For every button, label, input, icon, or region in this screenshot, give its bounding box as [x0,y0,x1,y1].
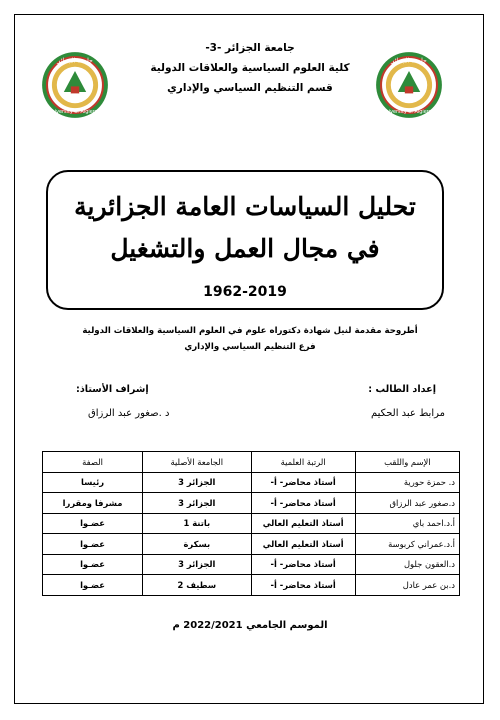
member-rank: أستاذ التعليم العالي [251,534,355,555]
university-seal-right-icon [374,50,444,120]
student-name: مرابط عبد الحكيم [371,408,445,419]
table-row [43,575,460,596]
description-line1: أطروحة مقدمة لنيل شهادة دكتوراه علوم في العلوم السياسية والعلاقات الدولية [82,326,418,336]
table-row [43,493,460,514]
academic-season: الموسم الجامعي 2022/2021 م [172,620,328,631]
member-university: بسكرة [143,534,251,555]
member-role: مشرفا ومقررا [43,493,143,514]
member-rank: أستاذ التعليم العالي [251,513,355,534]
member-name: د.العقون جلول [355,554,459,575]
svg-text:جامعة الجزائر: جامعة الجزائر [57,57,93,65]
member-name: أ.د.عمراني كربوسة [355,534,459,555]
description-line2: فرع التنظيم السياسي والإداري [184,342,316,352]
supervisor-name: د .صغور عبد الرزاق [88,408,170,419]
member-role: عضـوا [43,575,143,596]
member-role: عضـوا [43,534,143,555]
member-university: الجزائر 3 [143,493,251,514]
thesis-title-line1: تحليل السياسات العامة الجزائرية [74,192,416,221]
svg-text:University of Algiers 3: University of Algiers 3 [48,109,102,115]
thesis-title-line2: في مجال العمل والتشغيل [110,234,380,263]
faculty-name: كلية العلوم السياسية والعلاقات الدولية [150,62,350,74]
member-university: باتنة 1 [143,513,251,534]
member-university: الجزائر 3 [143,554,251,575]
member-rank: أستاذ محاضر- أ- [251,554,355,575]
student-label: إعداد الطالب : [368,384,436,395]
institution-header [130,38,370,98]
header-rank: الرتبة العلمية [251,452,355,473]
supervisor-label: إشراف الأستاذ: [76,384,149,395]
table-row [43,534,460,555]
header-university: الجامعة الأصلية [143,452,251,473]
jury-table [42,451,460,596]
university-seal-left-icon [40,50,110,120]
member-role: عضـوا [43,554,143,575]
table-row [43,472,460,493]
member-rank: أستاذ محاضر- أ- [251,575,355,596]
header-role: الصفة [43,452,143,473]
svg-text:جامعة الجزائر: جامعة الجزائر [391,57,427,65]
member-rank: أستاذ محاضر- أ- [251,472,355,493]
member-name: د. حمزة حورية [355,472,459,493]
member-role: عضـوا [43,513,143,534]
member-rank: أستاذ محاضر- أ- [251,493,355,514]
svg-text:University of Algiers 3: University of Algiers 3 [382,109,436,115]
table-row [43,554,460,575]
member-university: سطيف 2 [143,575,251,596]
jury-table-header [43,452,460,473]
member-university: الجزائر 3 [143,472,251,493]
title-box [46,170,444,310]
member-name: د.صغور عبد الرزاق [355,493,459,514]
university-name: جامعة الجزائر -3- [205,42,295,54]
member-name: د.بن عمر عادل [355,575,459,596]
department-name: قسم التنظيم السياسي والإداري [167,82,333,94]
thesis-description [60,323,440,355]
table-row [43,513,460,534]
thesis-years: 1962-2019 [203,284,287,300]
header-name: الإسم واللقب [355,452,459,473]
member-name: أ.د.احمد باي [355,513,459,534]
member-role: رئيسا [43,472,143,493]
